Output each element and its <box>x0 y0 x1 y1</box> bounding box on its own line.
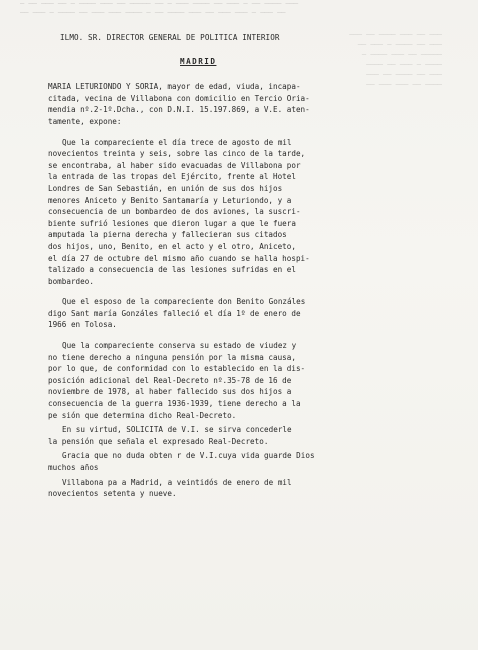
text-line: Gracia que no duda obten r de V.I.cuya vida guarde Dios <box>62 451 315 461</box>
text-line: 1966 en Tolosa. <box>48 320 117 330</box>
text-line: amputada la pierna derecha y fallecieran sus citados <box>48 230 287 240</box>
text-line: menores Aniceto y Benito Santamaría y Leturiondo, y a <box>48 195 292 205</box>
paragraph <box>48 477 448 500</box>
paragraph <box>48 296 448 331</box>
text-line: el día 27 de octubre del mismo año cuando se halla hospi- <box>48 253 310 263</box>
text-line: talizado a consecuencia de las lesiones sufridas en el <box>48 265 296 275</box>
text-line: consecuencia de un bombardeo de dos aviones, la suscri- <box>48 207 301 217</box>
text-line: bombardeo. <box>48 276 94 286</box>
paragraph <box>48 81 448 127</box>
text-line: Villabona pa a Madrid, a veintidós de enero de mil <box>62 477 292 487</box>
text-line: consecuencia de la guerra 1936-1939, tiene derecho a la <box>48 399 301 409</box>
addressee-heading: ILMO. SR. DIRECTOR GENERAL DE POLITICA INTERIOR <box>60 33 280 42</box>
bleed-through-text-right: ─── ── ──── ─── ── ─── ── ─── ─ ──── ── ─── ─ ──── ─── ── ───── ──── ── ─── ─ ──── ─── ── ──── ── ─── ── ─── ─── ── ──── <box>349 31 442 89</box>
text-line: no tiene derecho a ninguna pensión por la misma causa, <box>48 352 296 362</box>
text-line: Que la compareciente conserva su estado de viudez y <box>62 341 297 351</box>
text-line: por lo que, de conformidad con lo establecido en la dis- <box>48 364 306 374</box>
text-line: se encontraba, al haber sido evacuadas de Villabona por <box>48 160 301 170</box>
text-line: dos hijos, uno, Benito, en el acto y el otro, Aniceto, <box>48 241 296 251</box>
text-line: mendia nº.2-1º.Dcha., con D.N.I. 15.197.869, a V.E. aten- <box>48 105 310 115</box>
text-line: la entrada de las tropas del Ejército, frente al Hotel <box>48 172 296 182</box>
text-line: posición adicional del Real-Decreto nº.35-78 de 16 de <box>48 375 292 385</box>
text-line: la pensión que señala el expresado Real-Decreto. <box>48 436 269 446</box>
text-line: tamente, expone: <box>48 116 122 126</box>
paragraph <box>48 424 448 447</box>
text-line: muchos años <box>48 463 99 472</box>
text-line: Que el esposo de la compareciente don Benito Gonzáles <box>62 297 306 307</box>
paragraph <box>48 137 448 288</box>
text-line: citada, vecina de Villabona con domicilio en Tercio Oria- <box>48 93 310 103</box>
text-line: Que la compareciente el día trece de agosto de mil <box>62 137 292 147</box>
paragraphs <box>48 81 448 500</box>
text-line: novecientos treinta y seis, sobre las cinco de la tarde, <box>48 149 306 159</box>
text-line: novecientos setenta y nueve. <box>48 489 177 499</box>
paragraph <box>48 340 448 421</box>
letter-body <box>48 32 448 500</box>
bleed-through-text: ─ ── ─── ── ─ ──── ─── ── ───── ── ─ ─── ──── ── ─── ─ ── ──── ─── ── ─── ─ ──── ── ─── ─── ──── ─ ── ──── ─── ── ─── ─── ─ ─── ── <box>20 0 299 17</box>
text-line: digo Sant maría Gonzáles falleció el día 1º de enero de <box>48 308 301 318</box>
text-line: En su virtud, SOLICITA de V.I. se sirva concederle <box>62 425 292 435</box>
text-line: biente sufrió lesiones que dieron lugar a que le fuera <box>48 218 296 228</box>
text-line: pe sión que determina dicho Real-Decreto. <box>48 410 237 420</box>
text-line: Londres de San Sebastián, en unión de sus dos hijos <box>48 183 283 193</box>
text-line: noviembre de 1978, al haber fallecido sus dos hijos a <box>48 387 292 397</box>
paragraph <box>48 450 448 473</box>
text-line: MARIA LETURIONDO Y SORIA, mayor de edad, viuda, incapa- <box>48 82 301 92</box>
city-heading: MADRID <box>180 56 217 66</box>
